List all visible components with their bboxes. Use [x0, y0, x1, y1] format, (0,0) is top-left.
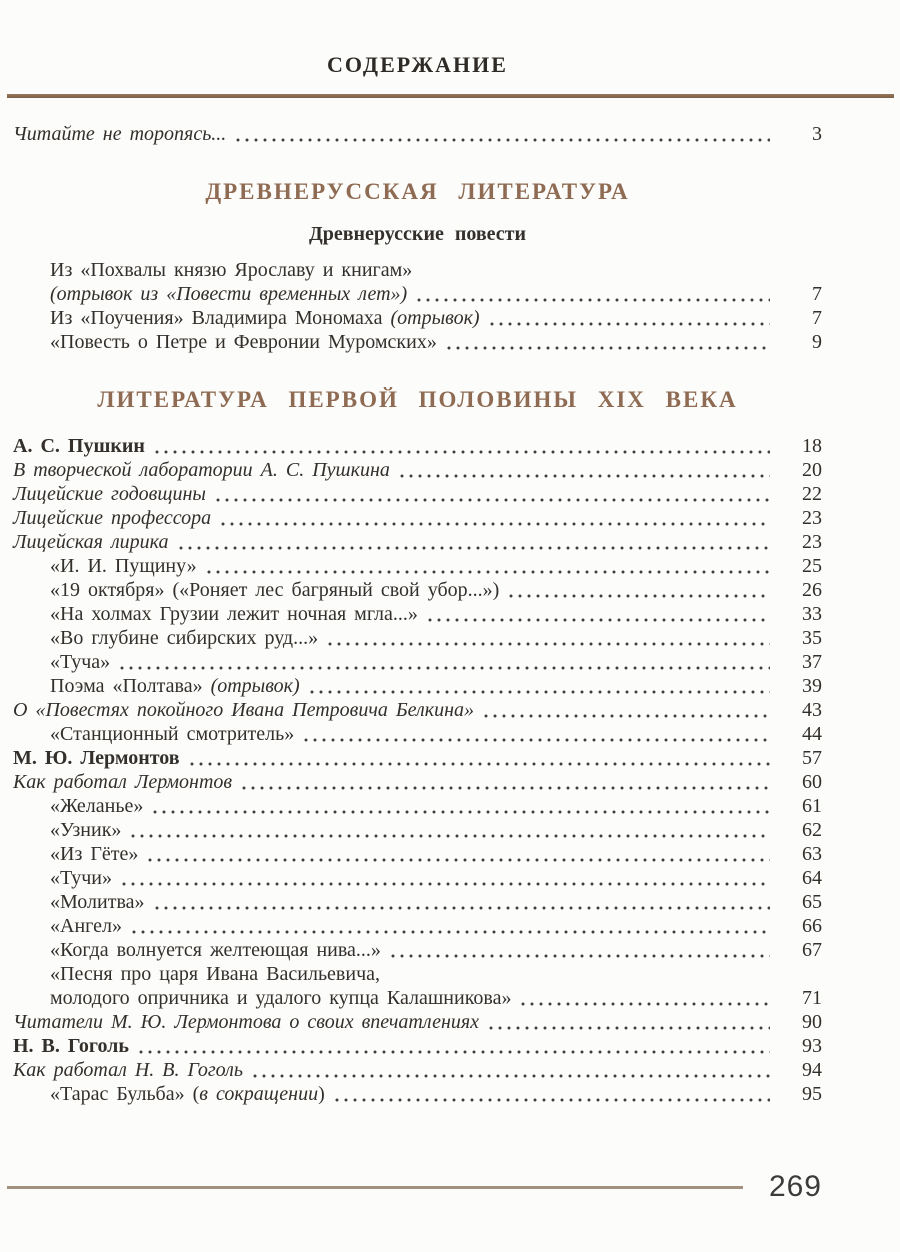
toc-entry-segment: «Из Гёте»	[50, 843, 139, 865]
toc-entry-line	[13, 866, 822, 890]
toc-entry-segment: Читайте не торопясь...	[13, 123, 227, 145]
toc-page-number: 43	[802, 699, 822, 721]
toc-entry-segment: «Станционный смотритель»	[50, 723, 295, 745]
toc-entry-line	[13, 258, 822, 282]
toc-page-number: 26	[802, 579, 822, 601]
page-number: 269	[768, 1170, 822, 1203]
dot-leader	[391, 954, 770, 958]
toc-entry-line	[13, 794, 822, 818]
toc-entry-text	[50, 306, 480, 330]
toc-page-number: 60	[802, 771, 822, 793]
toc-entry-text	[50, 914, 122, 938]
toc-entry-text	[13, 746, 180, 770]
toc-entry-segment: А. С. Пушкин	[13, 435, 145, 457]
page-title: СОДЕРЖАНИЕ	[327, 52, 508, 77]
toc-entry-segment: Из «Похвалы князю Ярославу и книгам»	[50, 259, 413, 281]
toc-entry-text	[50, 650, 110, 674]
toc-entry-text	[50, 578, 499, 602]
toc-entry-segment: В творческой лаборатории А. С. Пушкина	[13, 459, 390, 481]
toc-page-number: 66	[802, 915, 822, 937]
dot-leader	[221, 522, 770, 526]
toc-entry-segment: «Ангел»	[50, 915, 122, 937]
dot-leader	[179, 546, 770, 550]
toc-page-number: 20	[802, 459, 822, 481]
toc-entry-text	[13, 530, 169, 554]
toc-entry-text	[50, 674, 300, 698]
toc-entry-segment: «И. И. Пущину»	[50, 555, 197, 577]
toc-page-number: 63	[802, 843, 822, 865]
toc-entry-text	[13, 1058, 243, 1082]
dot-leader	[122, 882, 770, 886]
toc-entry-text	[50, 842, 138, 866]
toc-entry-line	[13, 282, 822, 306]
toc-entry-segment: Лицейские профессора	[13, 507, 212, 529]
toc-entry-segment: «Повесть о Петре и Февронии Муромских»	[50, 331, 437, 353]
toc-section-heading: ЛИТЕРАТУРА ПЕРВОЙ ПОЛОВИНЫ XIX ВЕКА	[97, 387, 738, 412]
toc-entry-text	[13, 434, 145, 458]
toc-page-number: 64	[802, 867, 822, 889]
toc-entry-text	[13, 506, 211, 530]
dot-leader	[132, 930, 770, 934]
toc-entry-line	[13, 1082, 822, 1106]
toc-entry-segment: «Желанье»	[50, 795, 144, 817]
toc-page-number: 23	[802, 507, 822, 529]
toc-page-number: 39	[802, 675, 822, 697]
dot-leader	[207, 570, 770, 574]
dot-leader	[335, 1098, 770, 1102]
toc-entry-line	[13, 674, 822, 698]
toc-entry-segment: )	[318, 1083, 325, 1105]
dot-leader	[242, 786, 770, 790]
dot-leader	[253, 1074, 770, 1078]
toc-entry-line	[13, 530, 822, 554]
toc-entry-text	[50, 602, 418, 626]
toc-entry-text	[13, 698, 474, 722]
toc-entry-text	[50, 962, 380, 986]
toc-entry-text	[50, 890, 145, 914]
toc-entry-line	[13, 818, 822, 842]
toc-entry-line	[13, 1010, 822, 1034]
toc-entry-segment: (отрывок)	[210, 675, 300, 697]
toc-entry-text	[50, 722, 294, 746]
book-page	[0, 52, 900, 1252]
toc-entry-line	[13, 962, 822, 986]
toc-entry-text	[50, 818, 121, 842]
dot-leader	[236, 138, 770, 142]
toc-entry-segment: Как работал Н. В. Гоголь	[13, 1059, 243, 1081]
toc-entry-segment: «Тарас Бульба» (	[50, 1083, 200, 1105]
dot-leader	[328, 642, 770, 646]
toc-entry-text	[50, 866, 112, 890]
toc-entry-segment: «Тучи»	[50, 867, 112, 889]
dot-leader	[417, 298, 770, 302]
toc-entry-line	[13, 986, 822, 1010]
toc-entry-line	[13, 602, 822, 626]
toc-page-number: 65	[802, 891, 822, 913]
toc-entry-segment: О «Повестях покойного Ивана Петровича Белкина»	[13, 699, 475, 721]
toc-page-number: 7	[812, 307, 822, 329]
toc-entry-line	[13, 306, 822, 330]
toc-page-number: 95	[802, 1083, 822, 1105]
toc-entry-text	[50, 1082, 325, 1106]
toc-entry-segment: «На холмах Грузии лежит ночная мгла...»	[50, 603, 418, 625]
toc-entry-text	[50, 282, 407, 306]
toc-entry-line	[13, 626, 822, 650]
dot-leader	[139, 1050, 770, 1054]
dot-leader	[120, 666, 770, 670]
dot-leader	[304, 738, 770, 742]
toc-page-number: 61	[802, 795, 822, 817]
page-footer	[7, 1170, 822, 1204]
toc-entry-segment: Н. В. Гоголь	[13, 1035, 129, 1057]
toc-page-number: 33	[802, 603, 822, 625]
toc-entry-line	[13, 554, 822, 578]
toc-entry-text	[50, 330, 437, 354]
toc-page-number: 9	[812, 331, 822, 353]
toc-entry-line	[13, 1058, 822, 1082]
toc-page-number: 18	[802, 435, 822, 457]
toc-entry-segment: «Узник»	[50, 819, 122, 841]
toc-entry-segment: «Во глубине сибирских руд...»	[50, 627, 319, 649]
toc-page-number: 57	[802, 747, 822, 769]
dot-leader	[484, 714, 770, 718]
toc-entry-text	[50, 626, 318, 650]
toc-entry-segment: Лицейская лирика	[13, 531, 169, 553]
toc-entry-segment: «Песня про царя Ивана Васильевича,	[50, 963, 381, 985]
toc-page-number: 71	[802, 987, 822, 1009]
toc-page-number: 7	[812, 283, 822, 305]
footer-rule	[7, 1186, 743, 1189]
dot-leader	[131, 834, 770, 838]
toc-entry-line	[13, 842, 822, 866]
toc-entry-segment: молодого опричника и удалого купца Калашникова»	[50, 987, 512, 1009]
toc-entry-segment: Читатели М. Ю. Лермонтова о своих впечатлениях	[13, 1011, 480, 1033]
toc-entry-segment: Из «Поучения» Владимира Мономаха	[50, 307, 391, 329]
toc-entry-segment: (отрывок)	[390, 307, 480, 329]
toc-entry-line	[13, 890, 822, 914]
toc-entry-segment: (отрывок из «Повести временных лет»)	[50, 283, 408, 305]
toc-entry-text	[13, 1034, 129, 1058]
dot-leader	[155, 450, 770, 454]
toc-page-number: 44	[802, 723, 822, 745]
toc-entry-line	[13, 698, 822, 722]
toc-page-number: 90	[802, 1011, 822, 1033]
dot-leader	[509, 594, 770, 598]
toc-entry-segment: «Туча»	[50, 651, 111, 673]
dot-leader	[155, 906, 770, 910]
toc-page-number: 23	[802, 531, 822, 553]
toc-entry-segment: «Когда волнуется желтеющая нива...»	[50, 939, 381, 961]
dot-leader	[216, 498, 770, 502]
toc-entry-line	[13, 458, 822, 482]
dot-leader	[400, 474, 770, 478]
dot-leader	[190, 762, 770, 766]
toc-entry-line	[13, 914, 822, 938]
dot-leader	[153, 810, 770, 814]
toc-entry-text	[13, 1010, 479, 1034]
toc-entry-text	[50, 554, 197, 578]
toc-entry-line	[13, 1034, 822, 1058]
toc-entry-text	[50, 258, 412, 282]
toc-entry-segment: «19 октября» («Роняет лес багряный свой убор...»)	[50, 579, 500, 601]
toc-page-number: 22	[802, 483, 822, 505]
dot-leader	[428, 618, 770, 622]
toc-entry-text	[13, 122, 226, 146]
toc-entry-line	[13, 938, 822, 962]
toc-section-heading: ДРЕВНЕРУССКАЯ ЛИТЕРАТУРА	[205, 179, 630, 204]
toc-page-number: 25	[802, 555, 822, 577]
toc-entry-line	[13, 482, 822, 506]
toc-page-number: 93	[802, 1035, 822, 1057]
dot-leader	[490, 322, 770, 326]
toc-entry-text	[13, 482, 206, 506]
toc-entry-line	[13, 722, 822, 746]
toc-entry-text	[50, 986, 511, 1010]
toc-entry-line	[13, 122, 822, 146]
toc-entry-segment: М. Ю. Лермонтов	[13, 747, 180, 769]
toc-entry-segment: Поэма «Полтава»	[50, 675, 211, 697]
toc-entry-line	[13, 746, 822, 770]
toc-entry-text	[50, 938, 381, 962]
header-rule	[7, 94, 894, 98]
toc-page-number: 35	[802, 627, 822, 649]
toc-entry-line	[13, 770, 822, 794]
toc-list	[13, 122, 822, 1106]
toc-entry-line	[13, 330, 822, 354]
toc-subsection-heading: Древнерусские повести	[308, 223, 527, 245]
toc-page-number: 94	[802, 1059, 822, 1081]
dot-leader	[148, 858, 770, 862]
dot-leader	[521, 1002, 770, 1006]
toc-page-number: 37	[802, 651, 822, 673]
dot-leader	[489, 1026, 770, 1030]
toc-page-number: 67	[802, 939, 822, 961]
toc-entry-line	[13, 506, 822, 530]
dot-leader	[310, 690, 770, 694]
toc-page-number: 62	[802, 819, 822, 841]
toc-entry-line	[13, 650, 822, 674]
toc-entry-segment: в сокращении	[199, 1083, 319, 1105]
toc-entry-line	[13, 578, 822, 602]
toc-entry-segment: Как работал Лермонтов	[13, 771, 233, 793]
dot-leader	[447, 346, 770, 350]
toc-entry-segment: «Молитва»	[50, 891, 145, 913]
toc-entry-text	[50, 794, 143, 818]
toc-page-number: 3	[812, 123, 822, 145]
toc-entry-text	[13, 770, 232, 794]
toc-entry-text	[13, 458, 390, 482]
toc-entry-segment: Лицейские годовщины	[13, 483, 206, 505]
toc-entry-line	[13, 434, 822, 458]
